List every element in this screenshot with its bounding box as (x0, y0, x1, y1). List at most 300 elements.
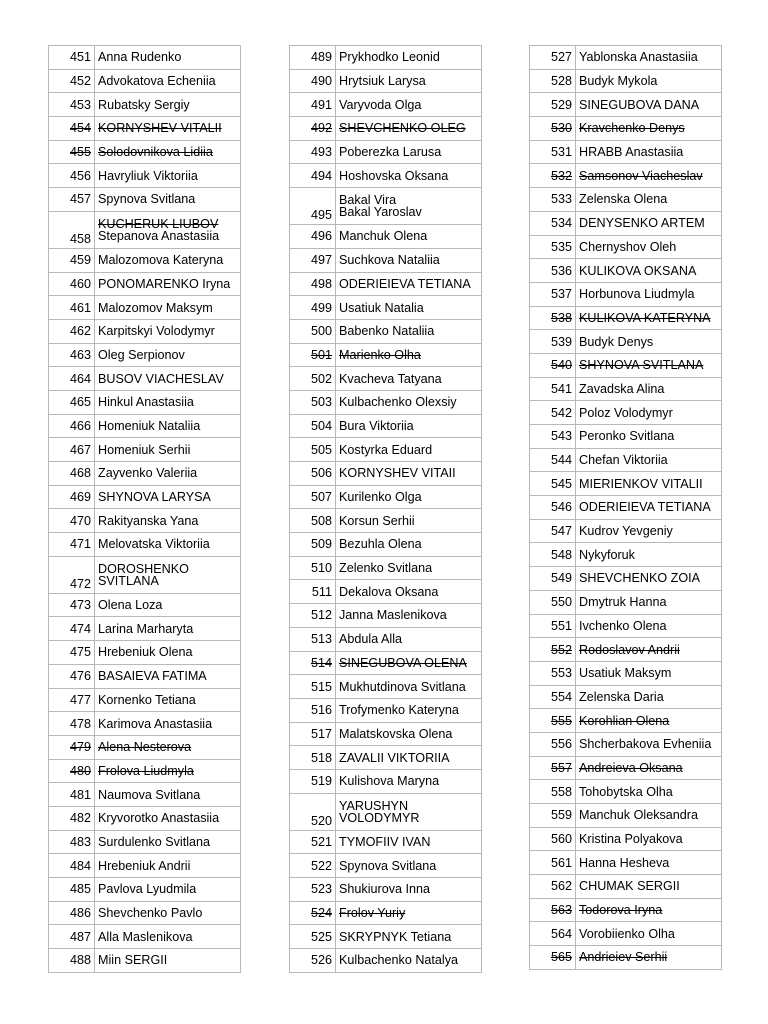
row-name: Peronko Svitlana (576, 425, 722, 449)
table-row (49, 556, 241, 593)
row-name: HRABB Anastasiia (576, 140, 722, 164)
name-text: Stepanova Anastasiia (98, 228, 220, 243)
row-name: DENYSENKO ARTEM (576, 211, 722, 235)
table-row (49, 46, 241, 70)
table-row (49, 164, 241, 188)
row-name: SHEVCHENKO OLEG (336, 117, 482, 141)
row-number: 502 (290, 367, 336, 391)
row-number: 517 (290, 722, 336, 746)
row-number: 511 (290, 580, 336, 604)
row-number: 452 (49, 69, 95, 93)
table-row (290, 698, 482, 722)
row-name: Malozomova Kateryna (95, 248, 241, 272)
row-name: Olena Loza (95, 593, 241, 617)
table-row (290, 604, 482, 628)
row-number: 555 (530, 709, 576, 733)
row-number: 530 (530, 117, 576, 141)
row-name: Poberezka Larusa (336, 140, 482, 164)
row-name: Naumova Svitlana (95, 783, 241, 807)
row-name: KORNYSHEV VITAII (336, 462, 482, 486)
table-row (530, 282, 722, 306)
row-name: Karpitskyi Volodymyr (95, 319, 241, 343)
row-name: Bezuhla Olena (336, 533, 482, 557)
row-name: SINEGUBOVA DANA (576, 93, 722, 117)
row-name: SINEGUBOVA OLENA (336, 651, 482, 675)
row-number: 558 (530, 780, 576, 804)
row-name: Shevchenko Pavlo (95, 901, 241, 925)
row-name: Zelenska Daria (576, 685, 722, 709)
table-row (290, 722, 482, 746)
table-row (290, 675, 482, 699)
row-number: 557 (530, 756, 576, 780)
row-number: 463 (49, 343, 95, 367)
row-number: 509 (290, 533, 336, 557)
row-number: 528 (530, 69, 576, 93)
row-name: Frolov Yuriy (336, 901, 482, 925)
row-name: Oleg Serpionov (95, 343, 241, 367)
row-number: 560 (530, 827, 576, 851)
table-row (290, 296, 482, 320)
table-row (290, 746, 482, 770)
row-name: Advokatova Echeniia (95, 69, 241, 93)
row-name: Hrytsiuk Larysa (336, 69, 482, 93)
table-row (290, 793, 482, 830)
table-row (290, 319, 482, 343)
row-number: 491 (290, 93, 336, 117)
row-name: Kvacheva Tatyana (336, 367, 482, 391)
row-name: MIERIENKOV VITALII (576, 472, 722, 496)
list-column-3 (529, 45, 722, 970)
table-row (290, 438, 482, 462)
table-row (290, 46, 482, 70)
row-number: 563 (530, 898, 576, 922)
table-row (530, 235, 722, 259)
row-number: 493 (290, 140, 336, 164)
row-name: Varyvoda Olga (336, 93, 482, 117)
row-number: 551 (530, 614, 576, 638)
table-row (530, 709, 722, 733)
row-number: 462 (49, 319, 95, 343)
row-number: 525 (290, 925, 336, 949)
row-number: 501 (290, 343, 336, 367)
names-table-3 (529, 45, 722, 970)
row-number: 498 (290, 272, 336, 296)
row-number: 457 (49, 188, 95, 212)
row-name: Malozomov Maksym (95, 296, 241, 320)
table-row (530, 377, 722, 401)
row-name: CHUMAK SERGII (576, 875, 722, 899)
row-name: Usatiuk Natalia (336, 296, 482, 320)
row-name: Shcherbakova Evheniia (576, 732, 722, 756)
row-number: 481 (49, 783, 95, 807)
row-name: BUSOV VIACHESLAV (95, 367, 241, 391)
row-number: 515 (290, 675, 336, 699)
row-number: 470 (49, 509, 95, 533)
row-name: Karimova Anastasiia (95, 712, 241, 736)
table-row (530, 827, 722, 851)
row-name: Kudrov Yevgeniy (576, 519, 722, 543)
table-row (530, 330, 722, 354)
table-row (49, 783, 241, 807)
row-name: Manchuk Olena (336, 225, 482, 249)
row-name: Usatiuk Maksym (576, 661, 722, 685)
table-row (290, 925, 482, 949)
table-row (49, 69, 241, 93)
row-name: Kostyrka Eduard (336, 438, 482, 462)
row-name: ZAVALII VIKTORIIA (336, 746, 482, 770)
row-name: Hrebeniuk Andrii (95, 854, 241, 878)
table-row (290, 627, 482, 651)
table-row (290, 878, 482, 902)
row-number: 522 (290, 854, 336, 878)
table-row (290, 225, 482, 249)
row-name: Solodovnikova Lidiia (95, 140, 241, 164)
row-name: Abdula Alla (336, 627, 482, 651)
table-row (290, 580, 482, 604)
table-row (49, 343, 241, 367)
row-number: 468 (49, 462, 95, 486)
row-number: 564 (530, 922, 576, 946)
table-row (49, 688, 241, 712)
list-column-1 (48, 45, 241, 973)
row-number: 535 (530, 235, 576, 259)
table-row (290, 533, 482, 557)
row-number: 537 (530, 282, 576, 306)
table-row (290, 164, 482, 188)
row-number: 487 (49, 925, 95, 949)
row-number: 488 (49, 949, 95, 973)
row-number: 561 (530, 851, 576, 875)
row-number: 496 (290, 225, 336, 249)
row-name: Budyk Denys (576, 330, 722, 354)
row-name: Todorova Iryna (576, 898, 722, 922)
table-row (49, 830, 241, 854)
row-number: 545 (530, 472, 576, 496)
row-number: 489 (290, 46, 336, 70)
row-name: Suchkova Nataliia (336, 248, 482, 272)
table-row (49, 117, 241, 141)
table-row (530, 543, 722, 567)
row-number: 539 (530, 330, 576, 354)
table-row (290, 556, 482, 580)
row-name: Hinkul Anastasiia (95, 390, 241, 414)
row-number: 552 (530, 638, 576, 662)
row-name: Homeniuk Nataliia (95, 414, 241, 438)
table-row (49, 390, 241, 414)
row-name: Zelenko Svitlana (336, 556, 482, 580)
row-name: SHEVCHENKO ZOIA (576, 567, 722, 591)
row-name: Horbunova Liudmyla (576, 282, 722, 306)
table-row (49, 735, 241, 759)
table-row (49, 188, 241, 212)
table-row (530, 638, 722, 662)
row-number: 486 (49, 901, 95, 925)
row-number: 556 (530, 732, 576, 756)
table-row (290, 509, 482, 533)
row-number: 459 (49, 248, 95, 272)
struck-name: KUCHERUK LIUBOV (98, 216, 219, 231)
row-name: Andrieiev Serhii (576, 946, 722, 970)
row-name: Homeniuk Serhii (95, 438, 241, 462)
row-name: Hrebeniuk Olena (95, 641, 241, 665)
row-number: 519 (290, 769, 336, 793)
table-row (49, 509, 241, 533)
table-row (290, 367, 482, 391)
row-number: 514 (290, 651, 336, 675)
row-name: Bura Viktoriia (336, 414, 482, 438)
row-name: Vorobiienko Olha (576, 922, 722, 946)
table-row (530, 46, 722, 70)
table-row (290, 248, 482, 272)
row-number: 494 (290, 164, 336, 188)
row-name: Alena Nesterova (95, 735, 241, 759)
row-number: 484 (49, 854, 95, 878)
row-number: 510 (290, 556, 336, 580)
row-name: Spynova Svitlana (95, 188, 241, 212)
row-number: 497 (290, 248, 336, 272)
row-number: 455 (49, 140, 95, 164)
row-name: Trofymenko Kateryna (336, 698, 482, 722)
table-row (530, 69, 722, 93)
table-row (49, 901, 241, 925)
table-row (49, 367, 241, 391)
row-name: Zavadska Alina (576, 377, 722, 401)
row-number: 562 (530, 875, 576, 899)
row-number: 503 (290, 390, 336, 414)
table-row (530, 804, 722, 828)
row-name: Tohobytska Olha (576, 780, 722, 804)
table-row (49, 617, 241, 641)
row-name: Kryvorotko Anastasiia (95, 806, 241, 830)
row-name: Hoshovska Oksana (336, 164, 482, 188)
table-row (49, 925, 241, 949)
table-row (530, 567, 722, 591)
row-name: Rubatsky Sergiy (95, 93, 241, 117)
table-row (530, 496, 722, 520)
row-number: 532 (530, 164, 576, 188)
row-name: Budyk Mykola (576, 69, 722, 93)
table-row (290, 485, 482, 509)
row-name: Rakityanska Yana (95, 509, 241, 533)
row-name: Kulbachenko Natalya (336, 949, 482, 973)
row-name: DOROSHENKO SVITLANA (95, 556, 241, 593)
row-number: 469 (49, 485, 95, 509)
table-row (49, 664, 241, 688)
table-row (290, 462, 482, 486)
row-name: Chernyshov Oleh (576, 235, 722, 259)
row-number: 461 (49, 296, 95, 320)
row-number: 490 (290, 69, 336, 93)
table-row (49, 878, 241, 902)
row-name: Samsonov Viacheslav (576, 164, 722, 188)
row-name: Dmytruk Hanna (576, 590, 722, 614)
table-row (49, 712, 241, 736)
row-number: 533 (530, 188, 576, 212)
table-row (49, 296, 241, 320)
row-name: Korohlian Olena (576, 709, 722, 733)
row-name: Melovatska Viktoriia (95, 533, 241, 557)
row-name: KORNYSHEV VITALII (95, 117, 241, 141)
row-number: 520 (290, 793, 336, 830)
row-name: Shukiurova Inna (336, 878, 482, 902)
table-row (49, 485, 241, 509)
table-row (290, 343, 482, 367)
table-row (530, 519, 722, 543)
table-row (49, 414, 241, 438)
row-name: Larina Marharyta (95, 617, 241, 641)
row-number: 553 (530, 661, 576, 685)
row-number: 559 (530, 804, 576, 828)
row-number: 482 (49, 806, 95, 830)
row-number: 466 (49, 414, 95, 438)
row-number: 467 (49, 438, 95, 462)
row-name: TYMOFIIV IVAN (336, 830, 482, 854)
row-number: 505 (290, 438, 336, 462)
table-row (530, 614, 722, 638)
row-name: YARUSHYN VOLODYMYR (336, 793, 482, 830)
row-name: Rodoslavov Andrii (576, 638, 722, 662)
row-number: 526 (290, 949, 336, 973)
row-number: 472 (49, 556, 95, 593)
row-number: 534 (530, 211, 576, 235)
row-number: 531 (530, 140, 576, 164)
table-row (49, 140, 241, 164)
table-row (530, 780, 722, 804)
table-row (290, 272, 482, 296)
row-number: 524 (290, 901, 336, 925)
table-row (49, 854, 241, 878)
row-number: 538 (530, 306, 576, 330)
row-name: SHYNOVA SVITLANA (576, 353, 722, 377)
row-number: 483 (49, 830, 95, 854)
table-row (530, 851, 722, 875)
table-row (290, 188, 482, 225)
table-row (49, 319, 241, 343)
row-number: 529 (530, 93, 576, 117)
row-name: Korsun Serhii (336, 509, 482, 533)
table-row (49, 806, 241, 830)
table-row (290, 901, 482, 925)
table-row (290, 854, 482, 878)
table-row (290, 949, 482, 973)
table-row (290, 93, 482, 117)
row-name: Surdulenko Svitlana (95, 830, 241, 854)
row-number: 549 (530, 567, 576, 591)
row-name: Kristina Polyakova (576, 827, 722, 851)
row-number: 474 (49, 617, 95, 641)
row-number: 506 (290, 462, 336, 486)
row-number: 495 (290, 188, 336, 225)
row-name: Pavlova Lyudmila (95, 878, 241, 902)
table-row (290, 414, 482, 438)
row-name: Frolova Liudmyla (95, 759, 241, 783)
row-number: 464 (49, 367, 95, 391)
row-name: Nykyforuk (576, 543, 722, 567)
row-name: KULIKOVA OKSANA (576, 259, 722, 283)
row-name: Dekalova Oksana (336, 580, 482, 604)
row-name: Manchuk Oleksandra (576, 804, 722, 828)
table-row (49, 593, 241, 617)
table-row (530, 425, 722, 449)
row-name: SHYNOVA LARYSA (95, 485, 241, 509)
row-number: 516 (290, 698, 336, 722)
row-name: ODERIEIEVA TETIANA (336, 272, 482, 296)
table-row (290, 830, 482, 854)
row-number: 542 (530, 401, 576, 425)
row-number: 544 (530, 448, 576, 472)
table-row (49, 641, 241, 665)
row-number: 546 (530, 496, 576, 520)
table-row (530, 922, 722, 946)
row-name: PONOMARENKO Iryna (95, 272, 241, 296)
row-name: Kravchenko Denys (576, 117, 722, 141)
table-row (530, 661, 722, 685)
row-number: 465 (49, 390, 95, 414)
row-number: 477 (49, 688, 95, 712)
table-row (290, 140, 482, 164)
row-name: Mukhutdinova Svitlana (336, 675, 482, 699)
row-name: Kulbachenko Olexsiy (336, 390, 482, 414)
table-row (290, 769, 482, 793)
table-row (49, 211, 241, 248)
table-row (530, 140, 722, 164)
row-number: 540 (530, 353, 576, 377)
table-row (49, 93, 241, 117)
row-name: Anna Rudenko (95, 46, 241, 70)
row-number: 500 (290, 319, 336, 343)
row-number: 485 (49, 878, 95, 902)
row-number: 504 (290, 414, 336, 438)
row-number: 547 (530, 519, 576, 543)
row-name: KULIKOVA KATERYNA (576, 306, 722, 330)
row-name: Bakal Vira Bakal Yaroslav (336, 188, 482, 225)
row-number: 460 (49, 272, 95, 296)
row-number: 565 (530, 946, 576, 970)
row-name: Janna Maslenikova (336, 604, 482, 628)
table-row (530, 306, 722, 330)
row-name: Poloz Volodymyr (576, 401, 722, 425)
row-name: Babenko Nataliia (336, 319, 482, 343)
row-number: 453 (49, 93, 95, 117)
row-name: Miin SERGII (95, 949, 241, 973)
row-name: Havryliuk Viktoriia (95, 164, 241, 188)
row-number: 508 (290, 509, 336, 533)
row-name: Malatskovska Olena (336, 722, 482, 746)
row-number: 518 (290, 746, 336, 770)
row-number: 478 (49, 712, 95, 736)
row-name: Marienko Olha (336, 343, 482, 367)
table-row (530, 898, 722, 922)
table-row (290, 390, 482, 414)
row-name: Ivchenko Olena (576, 614, 722, 638)
row-number: 536 (530, 259, 576, 283)
row-name: ODERIEIEVA TETIANA (576, 496, 722, 520)
table-row (49, 759, 241, 783)
row-name (95, 211, 241, 248)
table-row (530, 401, 722, 425)
list-column-2 (289, 45, 482, 973)
table-row (530, 685, 722, 709)
row-name: Spynova Svitlana (336, 854, 482, 878)
row-name: Zayvenko Valeriia (95, 462, 241, 486)
row-number: 454 (49, 117, 95, 141)
row-number: 471 (49, 533, 95, 557)
row-name: Kornenko Tetiana (95, 688, 241, 712)
row-number: 512 (290, 604, 336, 628)
row-number: 456 (49, 164, 95, 188)
row-number: 458 (49, 211, 95, 248)
row-number: 507 (290, 485, 336, 509)
